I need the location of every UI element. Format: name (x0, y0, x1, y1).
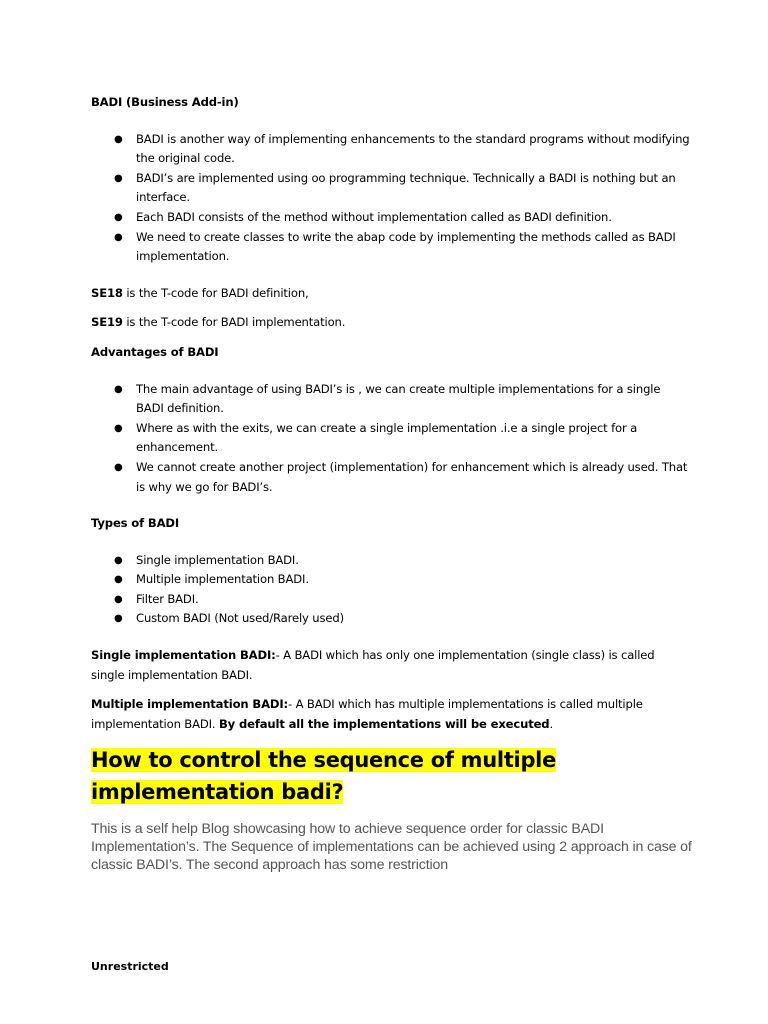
multiple-implementation-definition (91, 695, 691, 734)
bullet-icon: ● (114, 461, 123, 473)
definition-term: Multiple implementation BADI: (91, 697, 289, 712)
bullet-icon: ● (114, 554, 123, 566)
advantages-list (91, 380, 691, 498)
list-item (91, 228, 691, 267)
tcode-text: is the T-code for BADI implementation. (122, 315, 346, 330)
bullet-icon: ● (114, 133, 123, 145)
definition-end: . (549, 716, 553, 731)
list-item (91, 419, 691, 458)
list-item-text: Custom BADI (Not used/Rarely used) (136, 611, 344, 626)
classification-footer: Unrestricted (91, 960, 169, 973)
blog-paragraph: This is a self help Blog showcasing how to achieve sequence order for classic BADI Implementation’s. The Sequence of implementations can be achieved using 2 approach in case of classic BADI’s. The second approach has some restriction (91, 821, 692, 874)
list-item (91, 590, 691, 610)
types-heading: Types of BADI (91, 516, 180, 531)
tcode-label: SE19 (91, 315, 123, 330)
tcode-se18 (91, 284, 691, 304)
bullet-icon: ● (114, 593, 123, 605)
bullet-icon: ● (114, 574, 123, 586)
intro-list (91, 130, 691, 267)
highlight-heading: How to control the sequence of multiple implementation badi? (91, 748, 557, 805)
highlight-heading-block (91, 744, 561, 808)
list-item-text: We cannot create another project (implementation) for enhancement which is already used. That is why we go for BADI’s. (136, 459, 688, 494)
list-item-text: We need to create classes to write the abap code by implementing the methods called as BADI implementation. (136, 229, 676, 264)
list-item-text: The main advantage of using BADI’s is , we can create multiple implementations for a single BADI definition. (136, 381, 661, 416)
list-item-text: BADI’s are implemented using oo programming technique. Technically a BADI is nothing but an interface. (136, 170, 676, 205)
bullet-icon: ● (114, 613, 123, 625)
list-item (91, 609, 691, 629)
list-item (91, 570, 691, 590)
bullet-icon: ● (114, 172, 123, 184)
list-item (91, 169, 691, 208)
list-item-text: Multiple implementation BADI. (136, 572, 309, 587)
definition-term: Single implementation BADI: (91, 648, 276, 663)
list-item-text: Where as with the exits, we can create a single implementation .i.e a single project for a enhancement. (136, 420, 638, 455)
list-item (91, 458, 691, 497)
bullet-icon: ● (114, 383, 123, 395)
bullet-icon: ● (114, 231, 123, 243)
list-item-text: Single implementation BADI. (136, 552, 299, 567)
tcode-text: is the T-code for BADI definition, (122, 285, 309, 300)
list-item (91, 551, 691, 571)
single-implementation-definition (91, 646, 691, 685)
list-item (91, 130, 691, 169)
tcode-label: SE18 (91, 285, 123, 300)
advantages-heading: Advantages of BADI (91, 344, 219, 359)
list-item (91, 380, 691, 419)
list-item-text: Filter BADI. (136, 591, 199, 606)
document-title: BADI (Business Add-in) (91, 95, 239, 109)
definition-text: - A BADI which has only one implementation (single class) is called single implementation BADI. (91, 648, 655, 682)
list-item-text: BADI is another way of implementing enhancements to the standard programs without modifying the original code. (136, 131, 690, 166)
document-body (91, 93, 691, 874)
definition-emphasis: By default all the implementations will be executed (219, 716, 550, 731)
bullet-icon: ● (114, 211, 123, 223)
types-list (91, 551, 691, 629)
tcode-se19 (91, 313, 691, 333)
bullet-icon: ● (114, 422, 123, 434)
definition-text: - A BADI which has multiple implementations is called multiple implementation BADI. (91, 697, 643, 731)
list-item-text: Each BADI consists of the method without implementation called as BADI definition. (136, 209, 612, 224)
list-item (91, 208, 691, 228)
